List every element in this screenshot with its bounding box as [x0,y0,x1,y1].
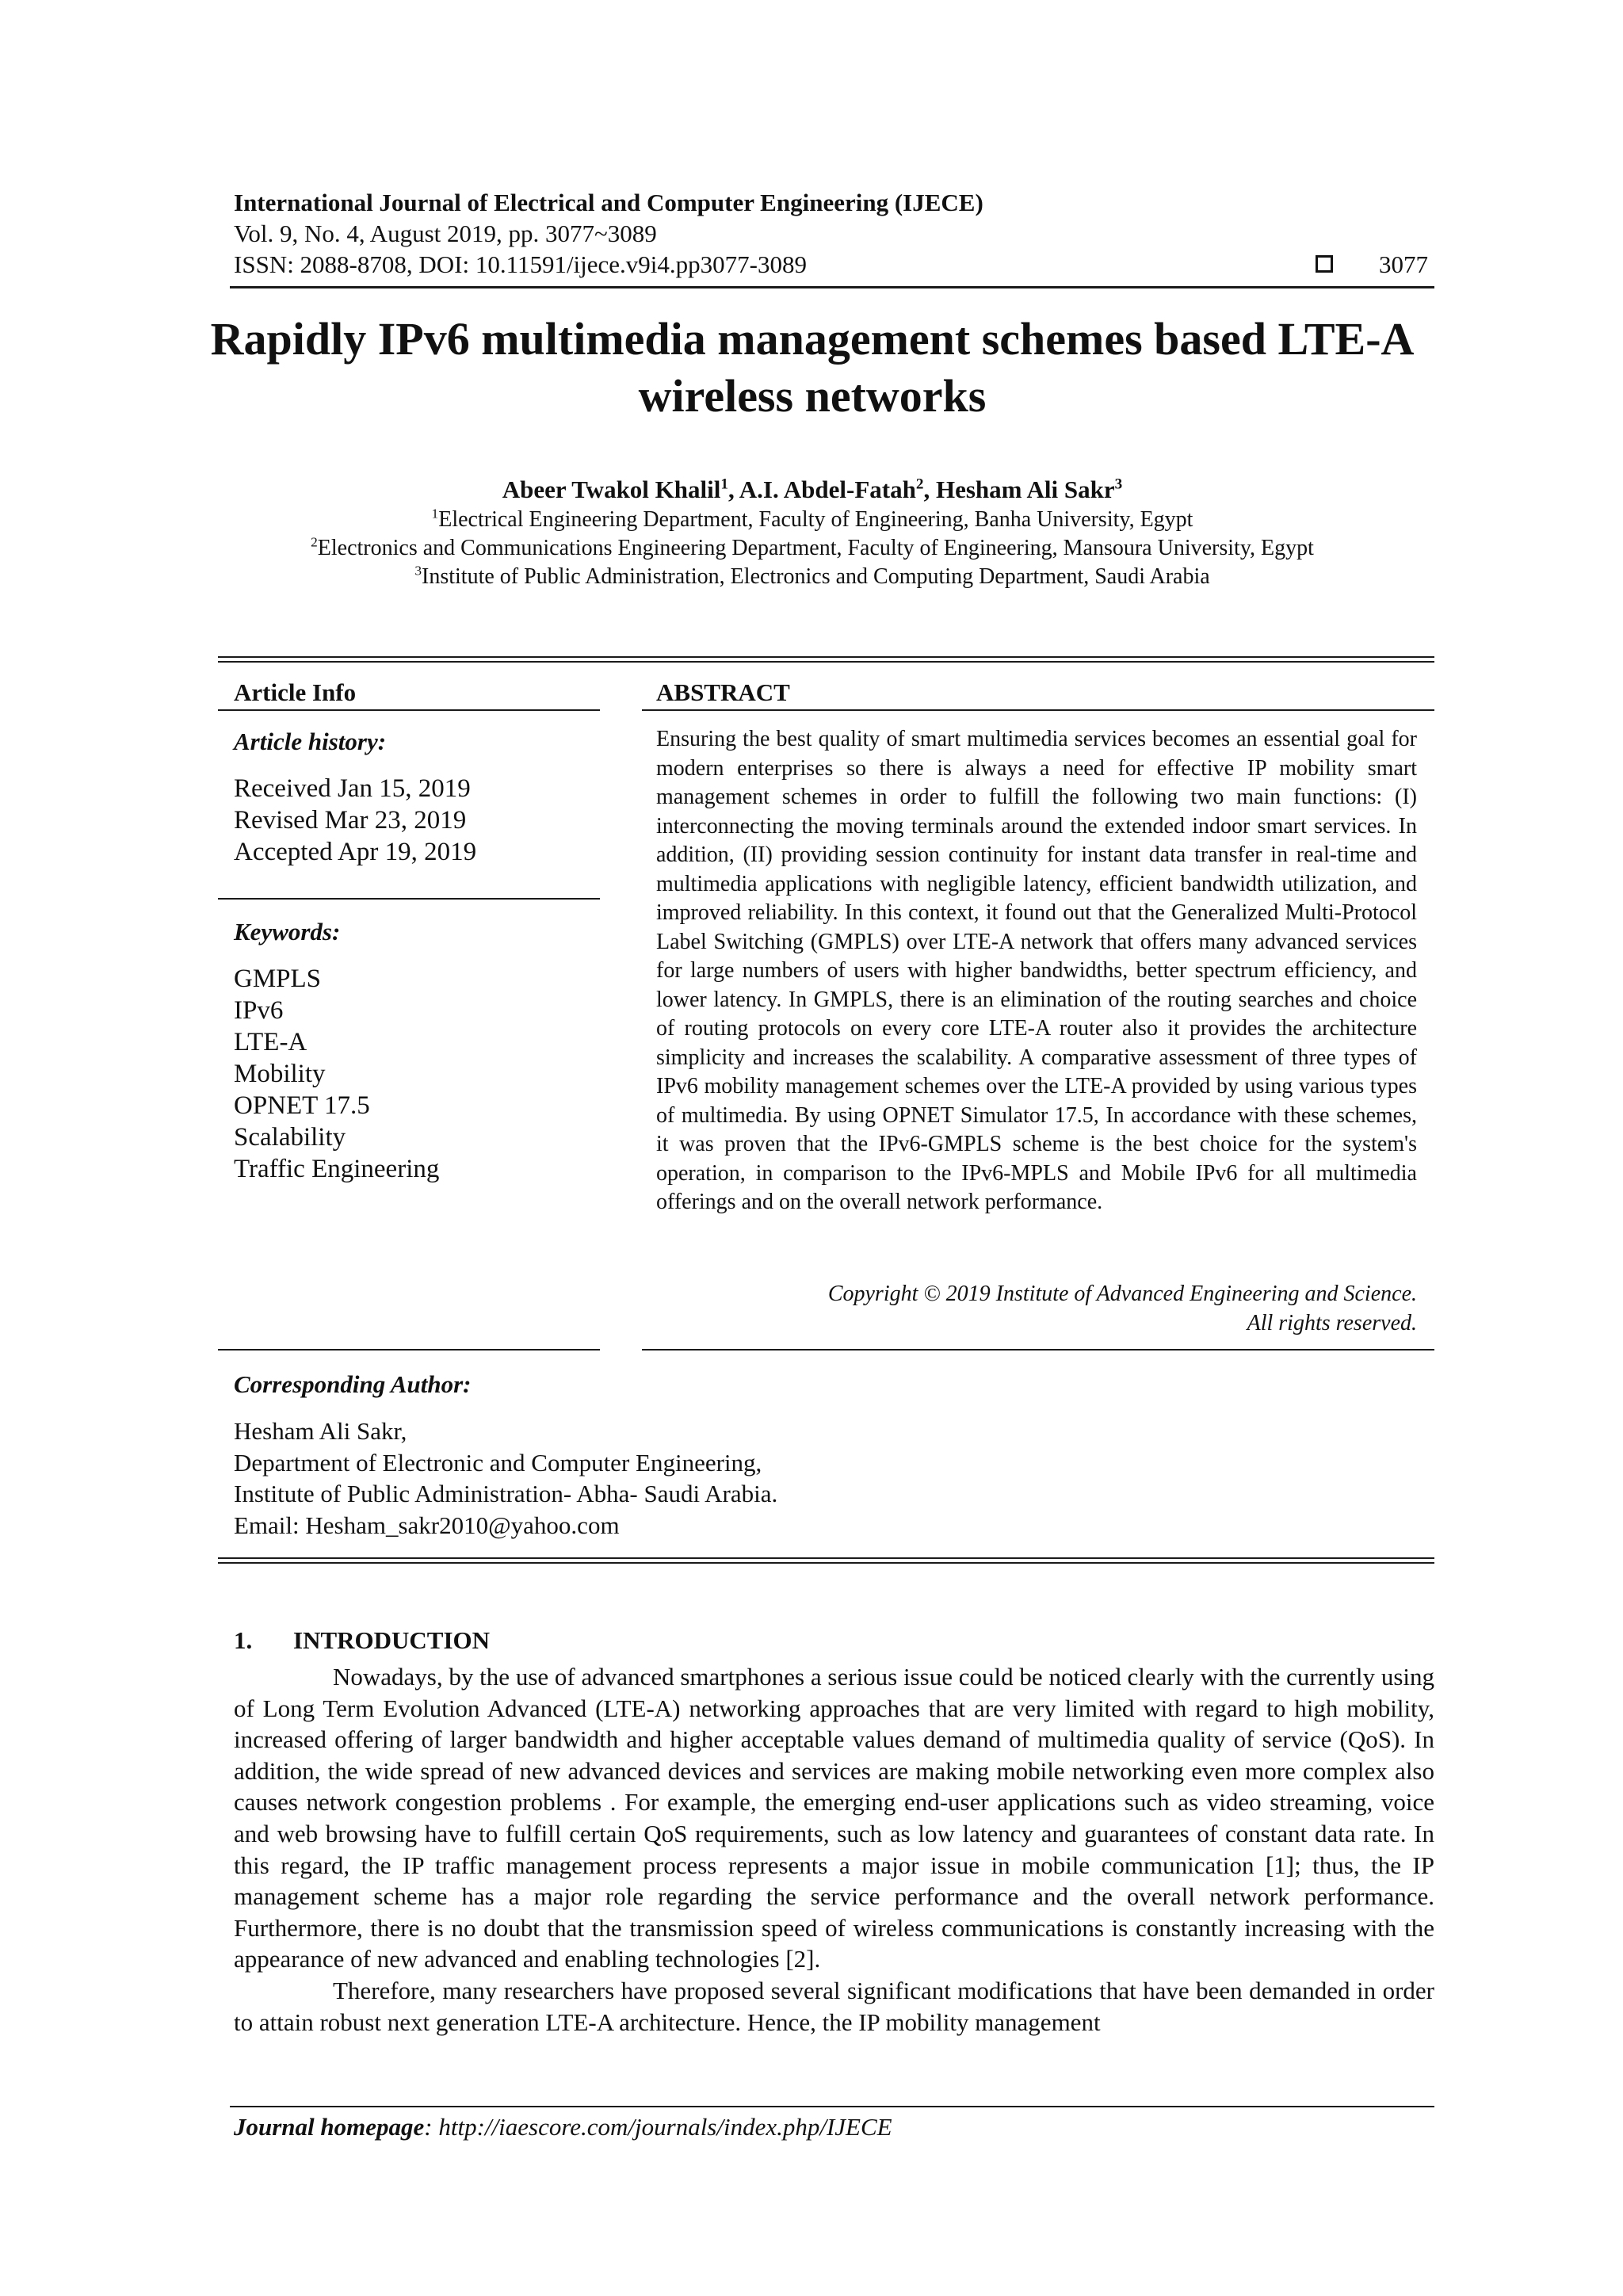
corresponding-email: Email: Hesham_sakr2010@yahoo.com [234,1511,620,1539]
author-list [174,474,1450,506]
article-info-rule [218,709,600,711]
footer-rule [230,2106,1434,2107]
affiliation-3-text: Institute of Public Administration, Electronics and Computing Department, Saudi Arabia [422,564,1210,589]
history-rule [218,898,600,900]
footer [234,2111,892,2143]
info-block-rule-bottom-2 [218,1562,1434,1564]
corresponding-name: Hesham Ali Sakr, [234,1417,407,1445]
keyword-list [234,963,606,1185]
footer-colon: : [424,2113,439,2141]
intro-heading: INTRODUCTION [293,1626,491,1654]
intro-number: 1. [234,1626,253,1654]
affiliation-2 [174,534,1450,563]
author-1: Abeer Twakol Khalil [502,476,721,503]
copyright-line-2: All rights reserved. [1247,1311,1417,1335]
header-rule [230,286,1434,288]
corresponding-author-block [234,1415,777,1541]
revised-date: Revised Mar 23, 2019 [234,806,467,835]
volume-line: Vol. 9, No. 4, August 2019, pp. 3077~3089 [234,220,657,247]
journal-name: International Journal of Electrical and Computer Engineering (IJECE) [234,189,983,216]
intro-body [234,1661,1434,2038]
keyword-item: Mobility [234,1060,326,1088]
journal-homepage-link[interactable]: http://iaescore.com/journals/index.php/IJECE [438,2113,892,2141]
corresponding-inst: Institute of Public Administration- Abha- Saudi Arabia. [234,1480,778,1507]
corresponding-author-label: Corresponding Author: [234,1370,472,1398]
affiliation-2-sup: 2 [311,534,318,550]
keyword-item: LTE-A [234,1028,307,1056]
keyword-item: OPNET 17.5 [234,1091,370,1120]
article-info-heading: Article Info [234,678,357,706]
author-2: A.I. Abdel-Fatah [739,476,916,503]
abstract-bottom-rule [642,1349,1434,1350]
affiliation-2-text: Electronics and Communications Engineering Department, Faculty of Engineering, Mansoura University, Egypt [317,536,1314,560]
author-2-sup: 2 [915,476,924,493]
accepted-date: Accepted Apr 19, 2019 [234,838,477,866]
article-history-label: Article history: [234,728,387,755]
author-3-sup: 3 [1114,476,1123,493]
affiliation-3-sup: 3 [414,563,422,579]
received-date: Received Jan 15, 2019 [234,774,471,803]
affiliation-1 [174,506,1450,534]
keyword-item: Traffic Engineering [234,1155,440,1183]
page-number: 3077 [1379,250,1428,278]
title-line-1: Rapidly IPv6 multimedia management schemes based LTE-A [210,313,1415,365]
issn-line: ISSN: 2088-8708, DOI: 10.11591/ijece.v9i4.pp3077-3089 [234,250,807,278]
copyright-line-1: Copyright © 2019 Institute of Advanced Engineering and Science. [827,1282,1417,1306]
keyword-item: IPv6 [234,996,284,1025]
footer-label: Journal homepage [234,2113,425,2141]
author-sep: , [727,476,739,503]
article-history [234,773,606,868]
intro-paragraph-2: Therefore, many researchers have proposed several significant modifications that have been demanded in order to attain robust next generation LTE-A architecture. Hence, the IP mobility management [234,1976,1434,2036]
paper-title [174,311,1450,425]
left-bottom-rule [218,1349,600,1350]
info-block-rule-top-1 [218,656,1434,658]
affiliation-3 [174,563,1450,591]
keyword-item: Scalability [234,1123,346,1152]
affiliation-1-sup: 1 [431,506,439,521]
checkbox-square-icon [1316,255,1333,273]
intro-paragraph-1: Nowadays, by the use of advanced smartphones a serious issue could be noticed clearly with the currently using of Long Term Evolution Advanced (LTE-A) networking approaches that are very limited with regard to high mobility, increased offering of larger bandwidth and higher acceptable values demand of multimedia quality of service (QoS). In addition, the wide spread of new advanced devices and services are making mobile networking even more complex also causes network congestion problems . For example, the emerging end-user applications such as video streaming, voice and web browsing have to fulfill certain QoS requirements, such as low latency and guarantees of constant data rate. In this regard, the IP traffic management process represents a major issue in mobile communication [1]; thus, the IP management scheme has a major role regarding the service performance and the overall network performance. Furthermore, there is no doubt that the transmission speed of wireless communications is constantly increasing with the appearance of new advanced and enabling technologies [2]. [234,1663,1434,1973]
title-line-2: wireless networks [638,370,987,422]
author-1-sup: 1 [720,476,728,493]
abstract-text: Ensuring the best quality of smart multimedia services becomes an essential goal for modern enterprises so there is always a need for effective IP mobility smart management schemes in order to fulfill the following two main functions: (I) interconnecting the moving terminals around the extended indoor smart services. In addition, (II) providing session continuity for instant data transfer in real-time and multimedia applications with negligible latency, efficient bandwidth utilization, and improved reliability. In this context, it found out that the Generalized Multi-Protocol Label Switching (GMPLS) over LTE-A network that offers many advanced services for large numbers of users with higher bandwidths, better spectrum efficiency, and lower latency. In GMPLS, there is an elimination of the routing searches and choice of routing protocols on every core LTE-A router also it provides the architecture simplicity and increases the scalability. A comparative assessment of three types of IPv6 mobility management schemes over the LTE-A provided by using various types of multimedia. By using OPNET Simulator 17.5, In accordance with these schemes, it was proven that the IPv6-GMPLS scheme is the best choice for the system's operation, in comparison to the IPv6-MPLS and Mobile IPv6 for all multimedia offerings and on the overall network performance. [656,727,1417,1214]
keywords-label: Keywords: [234,918,341,946]
keyword-item: GMPLS [234,965,322,993]
abstract-heading: ABSTRACT [656,678,790,706]
corresponding-dept: Department of Electronic and Computer Engineering, [234,1448,762,1477]
author-sep: , [923,476,936,503]
affiliation-1-text: Electrical Engineering Department, Faculty of Engineering, Banha University, Egypt [438,507,1193,532]
abstract-rule [642,709,1434,711]
info-block-rule-bottom-1 [218,1557,1434,1559]
author-3: Hesham Ali Sakr [935,476,1115,503]
info-block-rule-top-2 [218,661,1434,663]
